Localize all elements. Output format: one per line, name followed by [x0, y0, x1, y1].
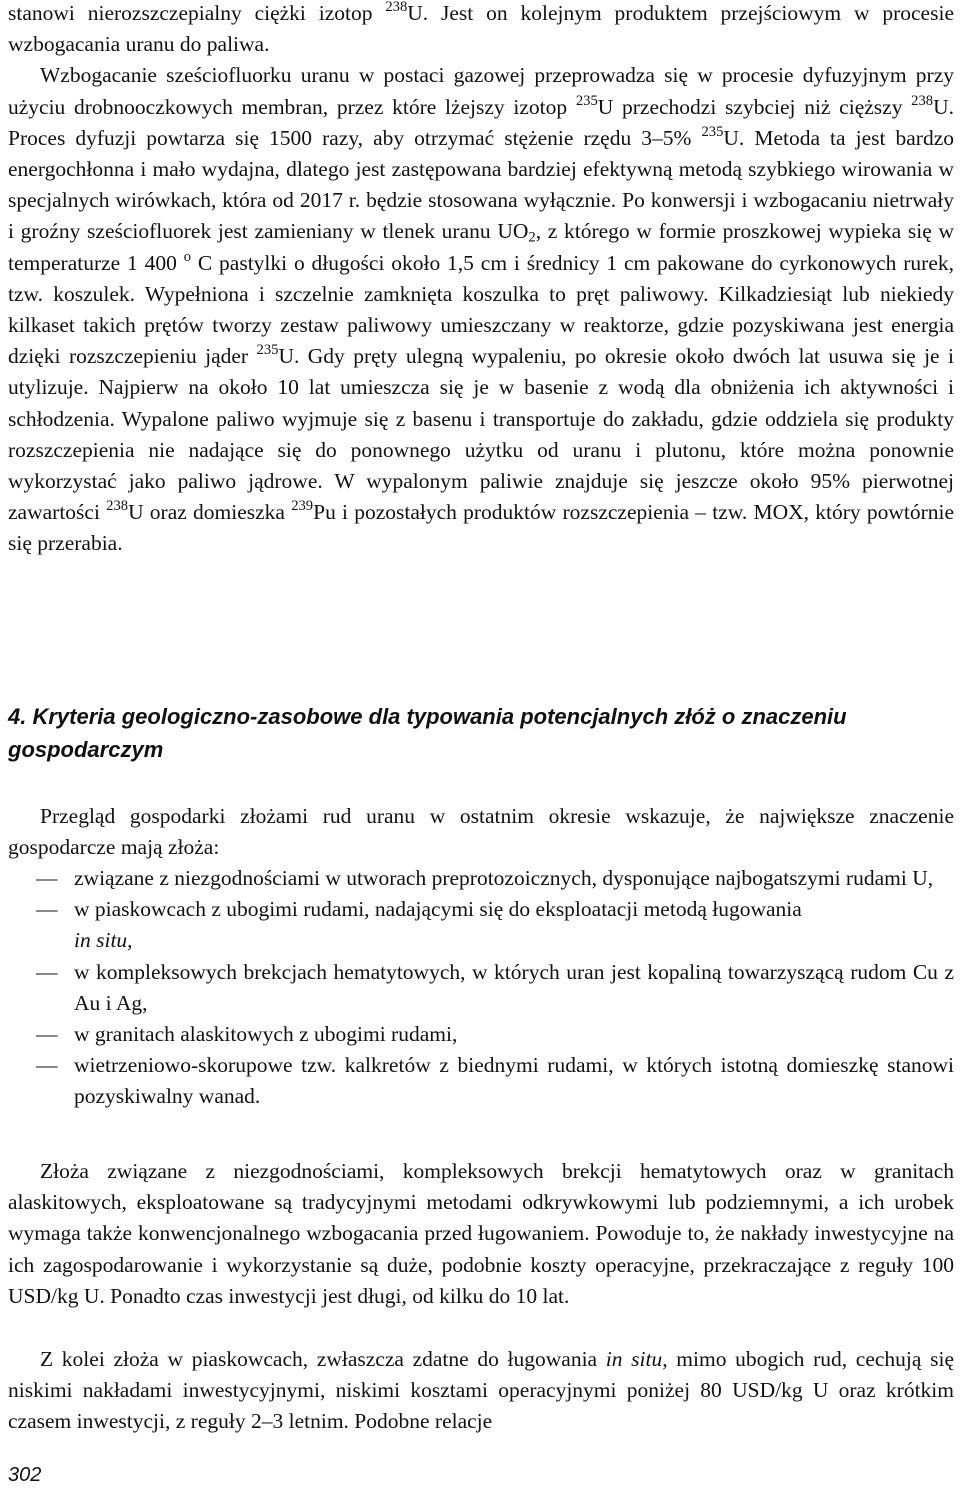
text-run: U. Proces dyfuzji powtarza się 1500 razy, aby otrzymać stężenie rzędu 3–5% — [8, 94, 954, 150]
text-run: stanowi nierozszczepialny ciężki izotop — [8, 1, 386, 25]
paragraph-deposits: Złoża związane z niezgodnościami, kompleksowych brekcji hematytowych oraz w granitach alaskitowych, eksploatowane są tradycyjnymi metodami odkrywkowymi lub podziemnymi, a ich urobek wymaga także konwencjonalnego wzbogacania przed ługowaniem. Powoduje to, że nakłady inwestycyjne na ich zagospodarowanie i wykorzystanie są duże, podobnie koszty operacyjne, przekraczające z reguły 100 USD/kg U. Ponadto czas inwestycji jest długi, od kilku do 10 lat. — [8, 1159, 954, 1308]
list-dash: — — [36, 959, 58, 984]
text-run: U przechodzi szybciej niż cięższy — [597, 94, 912, 119]
isotope-superscript: 235 — [701, 123, 724, 140]
degree-superscript: o — [183, 248, 192, 265]
list-item-text: związane z niezgodnościami w utworach preprotozoicznych, dysponujące najbogatszymi rudami U, — [74, 866, 934, 890]
text-run: Z kolei złoża w piaskowcach, zwłaszcza zdatne do ługowania — [40, 1347, 606, 1371]
text-run: U. Jest on kolejnym produktem przejściowym w procesie wzbogacania uranu do paliwa. — [8, 1, 954, 57]
list-item — [8, 894, 954, 956]
text-run: Wzbogacanie sześciofluorku uranu w postaci gazowej przeprowadza się w procesie dyfuzyjnym przy użyciu drobnooczkowych membran, przez które lżejszy izotop — [8, 63, 954, 119]
list-item-text: w kompleksowych brekcjach hematytowych, w których uran jest kopaliną towarzyszącą rudom Cu z Au i Ag, — [74, 959, 954, 1015]
list-item-text: wietrzeniowo-skorupowe tzw. kalkretów z biednymi rudami, w których istotną domieszkę stanowi pozyskiwalny wanad. — [74, 1053, 954, 1109]
isotope-superscript: 235 — [256, 342, 279, 359]
criteria-list — [8, 863, 954, 1113]
text-run: C pastylki o długości około 1,5 cm i średnicy 1 cm pakowane do cyrkonowych rurek, tzw. koszulek. Wypełniona i szczelnie zamknięta koszulka to pręt paliwowy. Kilkadziesiąt lub niekiedy kilkaset takich prętów tworzy zestaw paliwowy umieszczany w reaktorze, gdzie pozyskiwana jest energia dzięki rozszczepieniu jąder — [8, 250, 954, 369]
text-run: U. Gdy pręty ulegną wypaleniu, po okresie około dwóch lat usuwa się je i utylizuje. Najpierw na około 10 lat umieszcza się je w basenie z wodą dla obniżenia ich aktywności i schłodzenia. Wypalone paliwo wyjmuje się z basenu i transportuje do zakładu, gdzie oddziela się produkty rozszczepienia nie nadające się do ponownego użytku od uranu i plutonu, które można ponownie wykorzystać jako paliwo jądrowe. W wypalonym paliwie znajduje się jeszcze około 95% pierwotnej zawartości — [8, 344, 954, 525]
list-dash: — — [36, 1053, 58, 1078]
text-run: , mimo ubogich rud, cechują się niskimi nakładami inwestycyjnymi, niskimi kosztami operacyjnymi poniżej 80 USD/kg U oraz krótkim czasem inwestycji, z reguły 2–3 letnim. Podobne relacje — [8, 1347, 954, 1434]
isotope-superscript: 235 — [575, 92, 598, 109]
italic-term: in situ — [605, 1347, 663, 1371]
isotope-superscript: 238 — [911, 92, 934, 109]
list-dash: — — [36, 897, 58, 922]
list-item — [8, 957, 954, 1019]
text-run: Pu i pozostałych produktów rozszczepienia – tzw. MOX, który powtórnie się przerabia. — [8, 500, 954, 556]
list-item — [8, 1019, 954, 1050]
isotope-superscript: 239 — [291, 498, 314, 515]
text-run: , z którego w formie proszkowej wypieka się w temperaturze 1 400 — [8, 219, 954, 275]
section-heading: 4. Kryteria geologiczno-zasobowe dla typowania potencjalnych złóż o znaczeniu gospodarczym — [8, 704, 847, 762]
isotope-superscript: 238 — [385, 0, 408, 15]
text-run: U. Metoda ta jest bardzo energochłonna i mało wydajna, dlatego jest zastępowana bardziej efektywną metodą szybkiego wirowania w specjalnych wirówkach, która od 2017 r. będzie stosowana wyłącznie. Po konwersji i wzbogacaniu nietrwały i groźny sześciofluorek jest zamieniany w tlenek uranu UO — [8, 125, 954, 244]
isotope-superscript: 238 — [106, 498, 129, 515]
text-run: U oraz domieszka — [128, 500, 292, 525]
list-item — [8, 1050, 954, 1112]
paragraph-enrichment — [8, 0, 954, 560]
list-dash: — — [36, 866, 58, 890]
formula-subscript: 2 — [528, 230, 536, 247]
paragraph-intro: Przegląd gospodarki złożami rud uranu w ostatnim okresie wskazuje, że największe znaczenie gospodarcze mają złoża: — [8, 804, 954, 860]
list-item-text: w piaskowcach z ubogimi rudami, nadającymi się do eksploatacji metodą ługowania — [74, 897, 802, 922]
list-dash: — — [36, 1022, 58, 1047]
list-item — [8, 863, 954, 894]
italic-term: in situ, — [74, 928, 133, 953]
page-number: 302 — [8, 1464, 42, 1486]
paragraph-sandstone — [8, 1344, 954, 1438]
list-item-text: w granitach alaskitowych z ubogimi rudami, — [74, 1022, 458, 1047]
